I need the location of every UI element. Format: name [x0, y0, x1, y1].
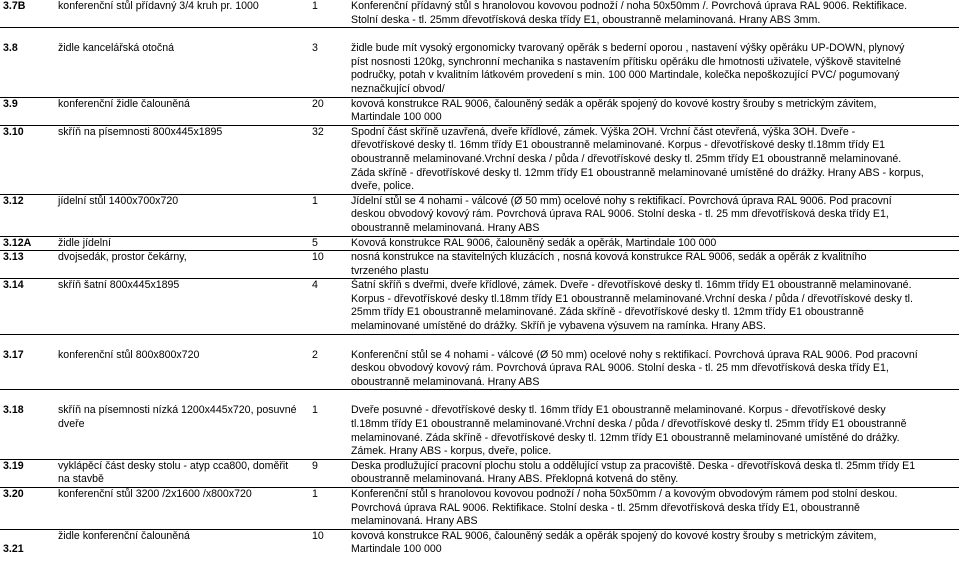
item-quantity: 10 [312, 529, 324, 542]
table-row [0, 97, 959, 125]
item-quantity: 1 [310, 194, 347, 236]
item-quantity: 1 [310, 0, 347, 28]
item-number: 3.7B [0, 0, 54, 28]
item-description: židle bude mít vysoký ergonomicky tvarovaný opěrák s bederní oporou , nastavení výšky opěráku UP-DOWN, plynový píst nosnosti 120kg, synchronní mechanika s nastavením přítisku opěráku dle hmotnosti uživatele, výškově stavitelné područky, potah v kvalitním látkovém provedení s min. 100 000 Martindale, kolečka nepoškozující PVC/ pogumovaný neznačkující obvod/ [347, 42, 959, 97]
item-name: židle jídelní [54, 236, 310, 251]
item-name: konferenční stůl 3200 /2x1600 /x800x720 [54, 488, 310, 530]
item-name: dvojsedák, prostor čekárny, [54, 251, 310, 279]
item-quantity: 10 [310, 251, 347, 279]
item-quantity: 2 [310, 349, 347, 390]
item-number: 3.9 [0, 97, 54, 125]
item-description: Deska prodlužující pracovní plochu stolu a oddělující vstup za pracoviště. Deska - dřevotřísková deska tl. 25mm třídy E1 oboustranně melaminovaná. Hrany ABS. Překlopná kotvená do stěny. [347, 459, 959, 487]
item-description: Dveře posuvné - dřevotřískové desky tl. 16mm třídy E1 oboustranně melaminované. Korpus - dřevotřískové desky tl.18mm třídy E1 oboustranně melaminované.Vrchní deska / půda / dřevotřískové desky tl. 25mm třídy E1 oboustranně melaminované. Záda skříně - dřevotřískové desky tl. 12mm třídy E1 oboustranně melaminované umístěné do drážky. Zámek. Hrany ABS - korpus, dveře, police. [347, 404, 959, 459]
item-quantity: 20 [310, 97, 347, 125]
table-row [0, 529, 959, 557]
item-name: konferenční stůl přídavný 3/4 kruh pr. 1000 [54, 0, 310, 28]
item-name: skříň šatní 800x445x1895 [54, 279, 310, 334]
table-row [0, 42, 959, 97]
item-description: Spodní část skříně uzavřená, dveře křídlové, zámek. Výška 2OH. Vrchní část otevřená, výška 3OH. Dveře - dřevotřískové desky tl. 16mm třídy E1 oboustranně melaminované. Korpus - dřevotřískové desky tl.18mm třídy E1 oboustranně melaminované.Vrchní deska / půda / dřevotřískové desky tl. 25mm třídy E1 oboustranně melaminované. Záda skříně - dřevotřískové desky tl. 12mm třídy E1 oboustranně melaminované umístěné do drážky. Hrany ABS - korpus, dveře, police. [347, 125, 959, 194]
item-name: židle konferenční čalouněná [58, 529, 190, 542]
item-quantity: 1 [310, 488, 347, 530]
item-number: 3.12A [0, 236, 54, 251]
item-number: 3.17 [0, 349, 54, 390]
item-name: konferenční stůl 800x800x720 [54, 349, 310, 390]
table-row [0, 349, 959, 390]
item-name: konferenční židle čalouněná [54, 97, 310, 125]
item-name: skříň na písemnosti 800x445x1895 [54, 125, 310, 194]
spacer-cell [54, 28, 310, 43]
spacer-cell [0, 28, 54, 43]
item-number: 3.19 [0, 459, 54, 487]
spacer-cell [54, 390, 310, 405]
spacer-cell [347, 28, 959, 43]
item-quantity: 5 [310, 236, 347, 251]
spacer-row [0, 28, 959, 43]
item-description: kovová konstrukce RAL 9006, čalouněný sedák a opěrák spojený do kovové kostry šrouby s metrickým závitem, Martindale 100 000 [351, 529, 877, 556]
spacer-row [0, 334, 959, 349]
spacer-row [0, 390, 959, 405]
spacer-cell [347, 334, 959, 349]
item-quantity: 9 [310, 459, 347, 487]
item-number: 3.18 [0, 404, 54, 459]
item-quantity: 3 [310, 42, 347, 97]
table-row [0, 194, 959, 236]
item-quantity: 32 [310, 125, 347, 194]
item-name: jídelní stůl 1400x700x720 [54, 194, 310, 236]
spacer-cell [310, 334, 347, 349]
item-description: Kovová konstrukce RAL 9006, čalouněný sedák a opěrák, Martindale 100 000 [347, 236, 959, 251]
item-number: 3.14 [0, 279, 54, 334]
spacer-cell [347, 390, 959, 405]
item-description: nosná konstrukce na stavitelných kluzácích , nosná kovová konstrukce RAL 9006, sedák a opěrák z kvalitního tvrzeného plastu [347, 251, 959, 279]
item-name: vyklápěcí část desky stolu - atyp cca800, doměřit na stavbě [54, 459, 310, 487]
table-row [0, 488, 959, 530]
table-row [0, 279, 959, 334]
table-row [0, 0, 959, 28]
table-row [0, 251, 959, 279]
item-description: Konferenční stůl s hranolovou kovovou podnoží / noha 50x50mm / a kovovým obvodovým rámem pod stolní deskou. Povrchová úprava RAL 9006. Rektifikace. Stolní deska - tl. 25mm dřevotřísková deska třídy E1, oboustranně melaminovaná. Hrany ABS [347, 488, 959, 530]
item-description: kovová konstrukce RAL 9006, čalouněný sedák a opěrák spojený do kovové kostry šrouby s metrickým závitem, Martindale 100 000 [347, 97, 959, 125]
table-row [0, 459, 959, 487]
table-row [0, 236, 959, 251]
item-description: Konferenční přídavný stůl s hranolovou kovovou podnoží / noha 50x50mm /. Povrchová úprava RAL 9006. Rektifikace. Stolní deska - tl. 25mm dřevotřísková deska třídy E1, oboustranně melaminovaná. Hrany ABS 3mm. [347, 0, 959, 28]
spacer-cell [310, 390, 347, 405]
item-quantity: 1 [310, 404, 347, 459]
table-row [0, 404, 959, 459]
spacer-cell [0, 334, 54, 349]
item-quantity: 4 [310, 279, 347, 334]
item-number: 3.13 [0, 251, 54, 279]
item-description: Šatní skříň s dveřmi, dveře křídlové, zámek. Dveře - dřevotřískové desky tl. 16mm třídy E1 oboustranně melaminované. Korpus - dřevotřískové desky tl.18mm třídy E1 oboustranně melaminované.Vrchní deska / půda / dřevotřískové desky tl. 25mm třídy E1 oboustranně melaminované. Záda skříně - dřevotřískové desky tl. 12mm třídy E1 oboustranně melaminované umístěné do drážky. Skříň je vybavena výsuvem na ramínka. Hrany ABS. [347, 279, 959, 334]
spacer-cell [310, 28, 347, 43]
item-number: 3.10 [0, 125, 54, 194]
item-description: Jídelní stůl se 4 nohami - válcové (Ø 50 mm) ocelové nohy s rektifikací. Povrchová úprava RAL 9006. Pod pracovní deskou obvodový kovový rám. Povrchová úprava RAL 9006. Stolní deska - tl. 25 mm dřevotřísková deska třídy E1, oboustranně melaminovaná. Hrany ABS [347, 194, 959, 236]
item-description: Konferenční stůl se 4 nohami - válcové (Ø 50 mm) ocelové nohy s rektifikací. Povrchová úprava RAL 9006. Pod pracovní deskou obvodový kovový rám. Povrchová úprava RAL 9006. Stolní deska - tl. 25 mm dřevotřísková deska třídy E1, oboustranně melaminovaná. Hrany ABS [347, 349, 959, 390]
item-name: skříň na písemnosti nízká 1200x445x720, posuvné dveře [54, 404, 310, 459]
item-number: 3.8 [0, 42, 54, 97]
item-number: 3.21 [3, 543, 24, 556]
table-row [0, 125, 959, 194]
item-number: 3.12 [0, 194, 54, 236]
item-number: 3.20 [0, 488, 54, 530]
spacer-cell [0, 390, 54, 405]
spacer-cell [54, 334, 310, 349]
item-name: židle kancelářská otočná [54, 42, 310, 97]
